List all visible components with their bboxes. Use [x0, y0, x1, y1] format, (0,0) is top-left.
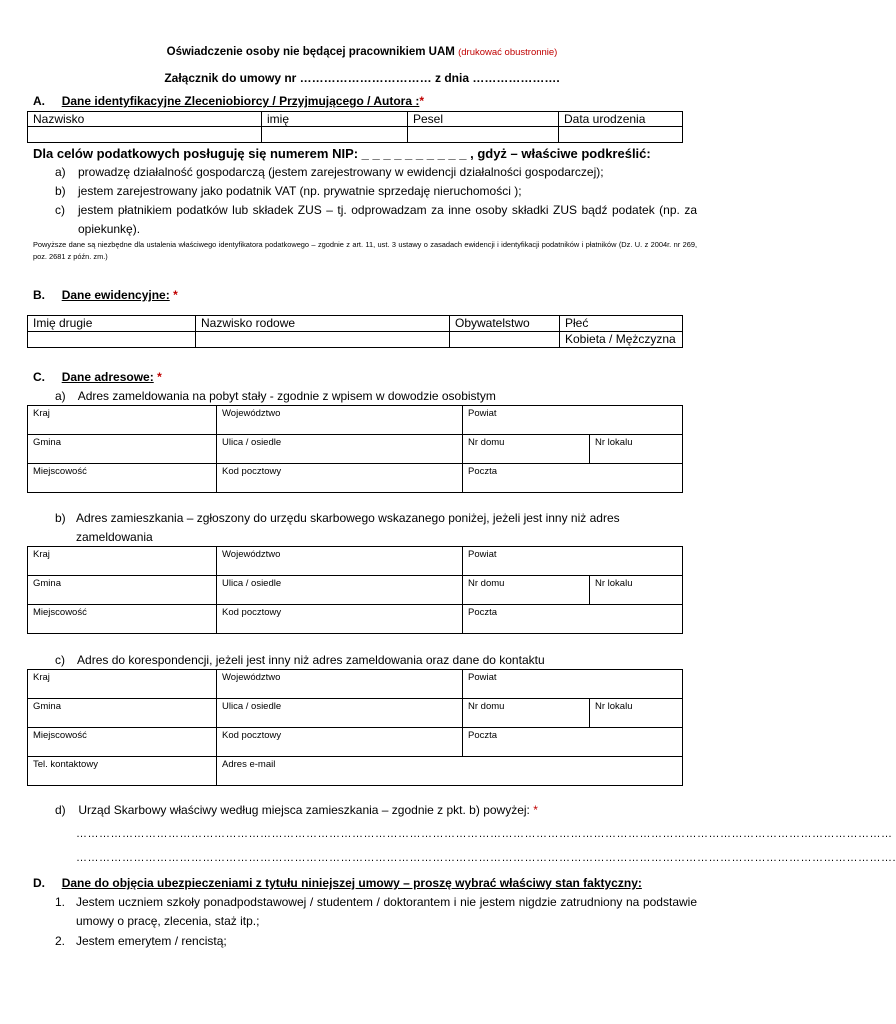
- option-text: Jestem uczniem szkoły ponadpodstawowej / studentem / doktorantem i nie jestem nigdzie zatrudniony na podstawie umowy o pracę, zlecenia, staż itp.;: [76, 895, 697, 928]
- insurance-options: [55, 893, 697, 950]
- field-gmina[interactable]: Gmina: [28, 435, 217, 464]
- input-pesel[interactable]: [408, 127, 559, 143]
- item-text: Adres zameldowania na pobyt stały - zgodnie z wpisem w dowodzie osobistym: [77, 389, 496, 403]
- nip-heading: Dla celów podatkowych posługuję się numerem NIP: _ _ _ _ _ _ _ _ _ _ , gdyż – właściwe podkreślić:: [33, 146, 651, 161]
- input-nazwisko-rodowe[interactable]: [196, 332, 450, 348]
- title-note: (drukować obustronnie): [458, 47, 558, 58]
- required-asterisk: *: [419, 94, 425, 108]
- address-b-label: [55, 509, 625, 546]
- section-letter: B.: [33, 288, 45, 302]
- section-d-heading: [33, 876, 642, 890]
- col-pesel: Pesel: [408, 112, 559, 127]
- field-kraj[interactable]: Kraj: [28, 547, 217, 576]
- section-letter: D.: [33, 876, 45, 890]
- option-text: Jestem emerytem / rencistą;: [76, 934, 227, 948]
- field-gmina[interactable]: Gmina: [28, 699, 217, 728]
- input-obywatelstwo[interactable]: [450, 332, 560, 348]
- insurance-option-2[interactable]: [55, 932, 697, 950]
- tax-options: [55, 163, 697, 239]
- field-powiat[interactable]: Powiat: [463, 406, 683, 435]
- option-marker: b): [55, 184, 66, 198]
- insurance-option-1[interactable]: [55, 893, 697, 931]
- section-title: Dane do objęcia ubezpieczeniami z tytułu niniejszej umowy – proszę wybrać właściwy stan faktyczny:: [61, 876, 642, 890]
- address-table-a: [27, 405, 683, 493]
- field-nr-domu[interactable]: Nr domu: [463, 576, 590, 605]
- field-wojewodztwo[interactable]: Województwo: [217, 406, 463, 435]
- tax-office-line-2[interactable]: …………………………………………………………………………………………………………………………………………………………………………………………….: [76, 852, 896, 864]
- col-nazwisko-rodowe: Nazwisko rodowe: [196, 316, 450, 332]
- required-asterisk: *: [173, 288, 178, 302]
- address-c-label: [55, 651, 545, 670]
- option-text: prowadzę działalność gospodarczą (jestem zarejestrowany w ewidencji działalności gospodarczej);: [78, 165, 604, 179]
- col-plec: Płeć: [560, 316, 683, 332]
- address-table-c: [27, 669, 683, 786]
- address-table-b: [27, 546, 683, 634]
- section-letter: A.: [33, 94, 45, 108]
- item-text: Adres zamieszkania – zgłoszony do urzędu skarbowego wskazanego poniżej, jeżeli jest inny niż adres zameldowania: [76, 511, 620, 544]
- field-nr-domu[interactable]: Nr domu: [463, 699, 590, 728]
- input-imie[interactable]: [262, 127, 408, 143]
- col-obywatelstwo: Obywatelstwo: [450, 316, 560, 332]
- field-miejscowosc[interactable]: Miejscowość: [28, 464, 217, 493]
- field-ulica[interactable]: Ulica / osiedle: [217, 699, 463, 728]
- field-nr-domu[interactable]: Nr domu: [463, 435, 590, 464]
- field-poczta[interactable]: Poczta: [463, 464, 683, 493]
- field-ulica[interactable]: Ulica / osiedle: [217, 576, 463, 605]
- field-wojewodztwo[interactable]: Województwo: [217, 670, 463, 699]
- field-kraj[interactable]: Kraj: [28, 406, 217, 435]
- field-miejscowosc[interactable]: Miejscowość: [28, 728, 217, 757]
- section-letter: C.: [33, 370, 45, 384]
- item-marker: b): [55, 511, 66, 525]
- item-text: Adres do korespondencji, jeżeli jest inny niż adres zameldowania oraz dane do kontaktu: [77, 653, 545, 667]
- field-miejscowosc[interactable]: Miejscowość: [28, 605, 217, 634]
- input-nazwisko[interactable]: [28, 127, 262, 143]
- section-c-heading: [33, 370, 162, 384]
- field-nr-lokalu[interactable]: Nr lokalu: [590, 435, 683, 464]
- option-marker: a): [55, 165, 66, 179]
- col-nazwisko: Nazwisko: [28, 112, 262, 127]
- legal-note: Powyższe dane są niezbędne dla ustalenia właściwego identyfikatora podatkowego – zgodnie z art. 11, ust. 3 ustawy o zasadach ewidencji i identyfikacji podatników i płatników (Dz. U. z 2004r. nr 269, poz. 2681 z późn. zm.): [33, 240, 697, 261]
- field-nr-lokalu[interactable]: Nr lokalu: [590, 576, 683, 605]
- field-tel-kontaktowy[interactable]: Tel. kontaktowy: [28, 757, 217, 786]
- identity-table: [27, 111, 683, 143]
- field-poczta[interactable]: Poczta: [463, 728, 683, 757]
- field-nr-lokalu[interactable]: Nr lokalu: [590, 699, 683, 728]
- col-imie-drugie: Imię drugie: [28, 316, 196, 332]
- tax-option-a[interactable]: [55, 163, 697, 181]
- section-title: Dane identyfikacyjne Zleceniobiorcy / Przyjmującego / Autora :: [61, 94, 420, 108]
- tax-office-label: [55, 801, 538, 820]
- required-asterisk: *: [533, 803, 538, 817]
- section-title: Dane adresowe:: [61, 370, 154, 384]
- option-marker: c): [55, 203, 65, 217]
- field-kod-pocztowy[interactable]: Kod pocztowy: [217, 464, 463, 493]
- contract-subtitle: Załącznik do umowy nr …………………………… z dnia ………………….: [164, 71, 560, 85]
- title-text: Oświadczenie osoby nie będącej pracownikiem UAM: [166, 46, 455, 58]
- tax-office-line-1[interactable]: ……………………………………………………………………………………………………………………………………………………………………………………………: [76, 828, 893, 840]
- field-kraj[interactable]: Kraj: [28, 670, 217, 699]
- item-marker: a): [55, 389, 66, 403]
- field-wojewodztwo[interactable]: Województwo: [217, 547, 463, 576]
- field-kod-pocztowy[interactable]: Kod pocztowy: [217, 728, 463, 757]
- field-email[interactable]: Adres e-mail: [217, 757, 683, 786]
- item-text: Urząd Skarbowy właściwy według miejsca zamieszkania – zgodnie z pkt. b) powyżej:: [78, 803, 530, 817]
- section-title: Dane ewidencyjne:: [61, 288, 170, 302]
- option-marker: 2.: [55, 934, 66, 948]
- field-ulica[interactable]: Ulica / osiedle: [217, 435, 463, 464]
- section-a-heading: [33, 94, 424, 108]
- document-title: [0, 46, 724, 58]
- tax-option-c[interactable]: [55, 201, 697, 239]
- field-poczta[interactable]: Poczta: [463, 605, 683, 634]
- option-marker: 1.: [55, 895, 66, 909]
- address-a-label: [55, 387, 496, 406]
- option-text: jestem zarejestrowany jako podatnik VAT (np. prywatnie sprzedaję nieruchomości );: [78, 184, 522, 198]
- col-imie: imię: [262, 112, 408, 127]
- field-powiat[interactable]: Powiat: [463, 547, 683, 576]
- item-marker: c): [55, 653, 65, 667]
- field-gmina[interactable]: Gmina: [28, 576, 217, 605]
- option-text: jestem płatnikiem podatków lub składek ZUS – tj. odprowadzam za inne osoby składki ZUS bądź podatek (np. za opiekunkę).: [78, 203, 697, 236]
- input-data-urodzenia[interactable]: [559, 127, 683, 143]
- gender-choice[interactable]: Kobieta / Mężczyzna: [560, 332, 683, 348]
- item-marker: d): [55, 803, 66, 817]
- field-kod-pocztowy[interactable]: Kod pocztowy: [217, 605, 463, 634]
- input-imie-drugie[interactable]: [28, 332, 196, 348]
- field-powiat[interactable]: Powiat: [463, 670, 683, 699]
- col-data-urodzenia: Data urodzenia: [559, 112, 683, 127]
- tax-option-b[interactable]: [55, 182, 697, 200]
- registry-table: [27, 315, 683, 348]
- required-asterisk: *: [157, 370, 162, 384]
- section-b-heading: [33, 288, 178, 302]
